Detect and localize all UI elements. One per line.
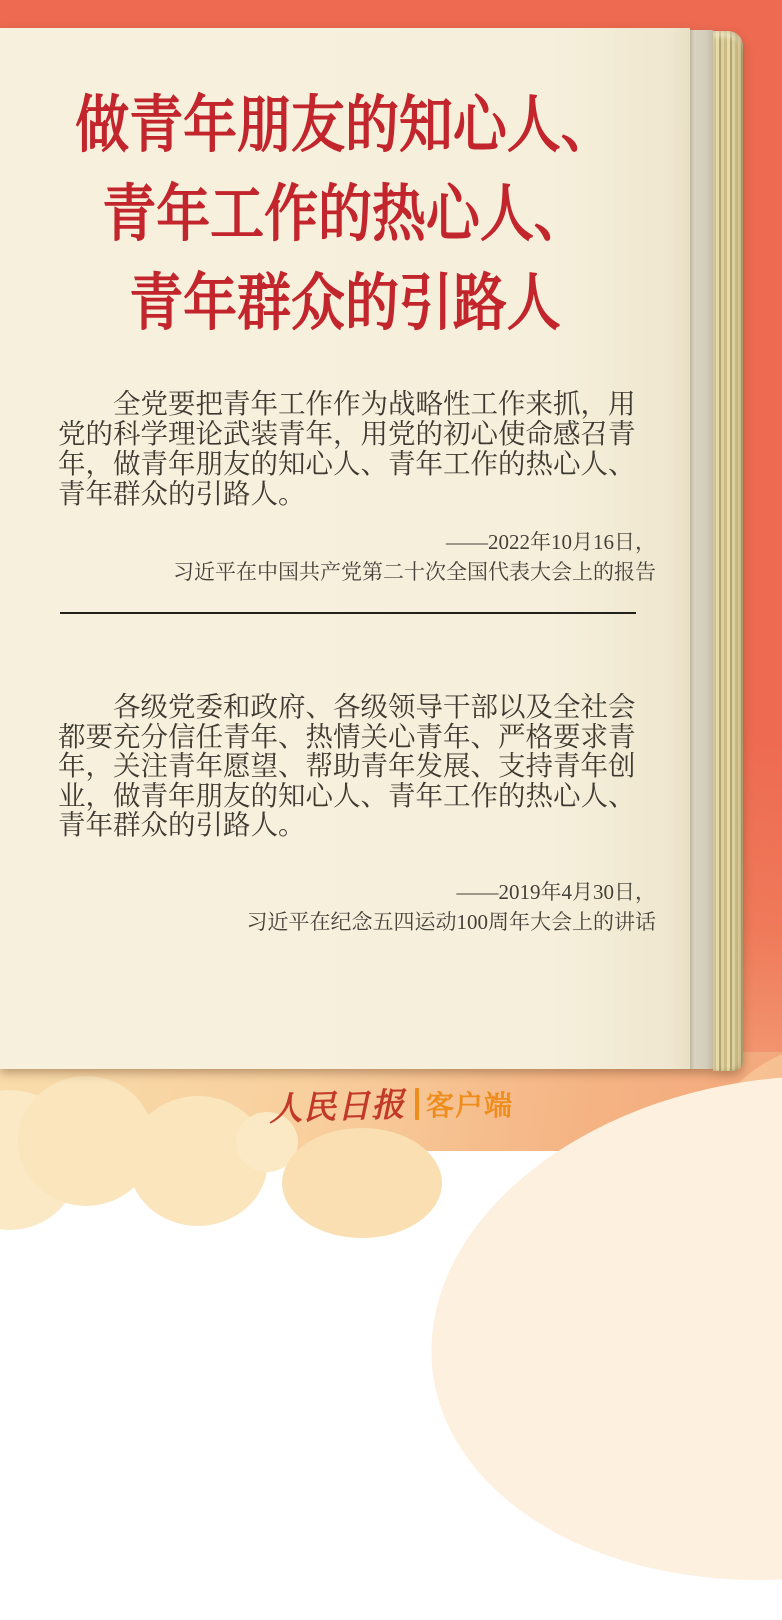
attribution-source: 习近平在中国共产党第二十次全国代表大会上的报告	[173, 560, 656, 584]
page-title-line: 做青年朋友的知心人、	[75, 88, 615, 161]
attribution-date: ——2022年10月16日，	[446, 530, 656, 554]
quote-line: 青年群众的引路人。	[58, 478, 306, 509]
page-title-line: 青年工作的热心人、	[102, 177, 588, 250]
quote-line: 业，做青年朋友的知心人、青年工作的热心人、	[58, 779, 636, 811]
attribution-2	[0, 877, 656, 937]
page-title-line: 青年群众的引路人	[129, 266, 561, 339]
book-page	[0, 28, 744, 1069]
quote-line: 青年群众的引路人。	[58, 809, 306, 840]
page-title	[45, 80, 645, 347]
brand-divider	[415, 1088, 419, 1120]
brand-suffix: 客户端	[425, 1089, 513, 1122]
brand-name: 人民日报	[268, 1084, 406, 1128]
page-edge-inner	[690, 30, 713, 1069]
quote-paragraph-1	[58, 389, 642, 509]
attribution-1	[0, 527, 656, 587]
quote-line: 各级党委和政府、各级领导干部以及全社会	[113, 691, 636, 722]
cloud-decoration	[282, 1128, 442, 1238]
quote-line: 党的科学理论武装青年，用党的初心使命感召青	[58, 418, 636, 449]
quote-line: 都要充分信任青年、热情关心青年、严格要求青	[58, 720, 636, 752]
quote-line: 年，关注青年愿望、帮助青年发展、支持青年创	[58, 750, 636, 781]
attribution-source: 习近平在纪念五四运动100周年大会上的讲话	[246, 910, 656, 934]
brand-logo	[0, 1082, 782, 1126]
quote-paragraph-2	[58, 692, 642, 840]
quote-line: 年，做青年朋友的知心人、青年工作的热心人、	[58, 448, 636, 479]
page-edge-stack	[713, 31, 743, 1071]
quote-line: 全党要把青年工作作为战略性工作来抓，用	[113, 388, 636, 419]
section-divider	[60, 612, 636, 614]
attribution-date: ——2019年4月30日，	[456, 880, 656, 904]
